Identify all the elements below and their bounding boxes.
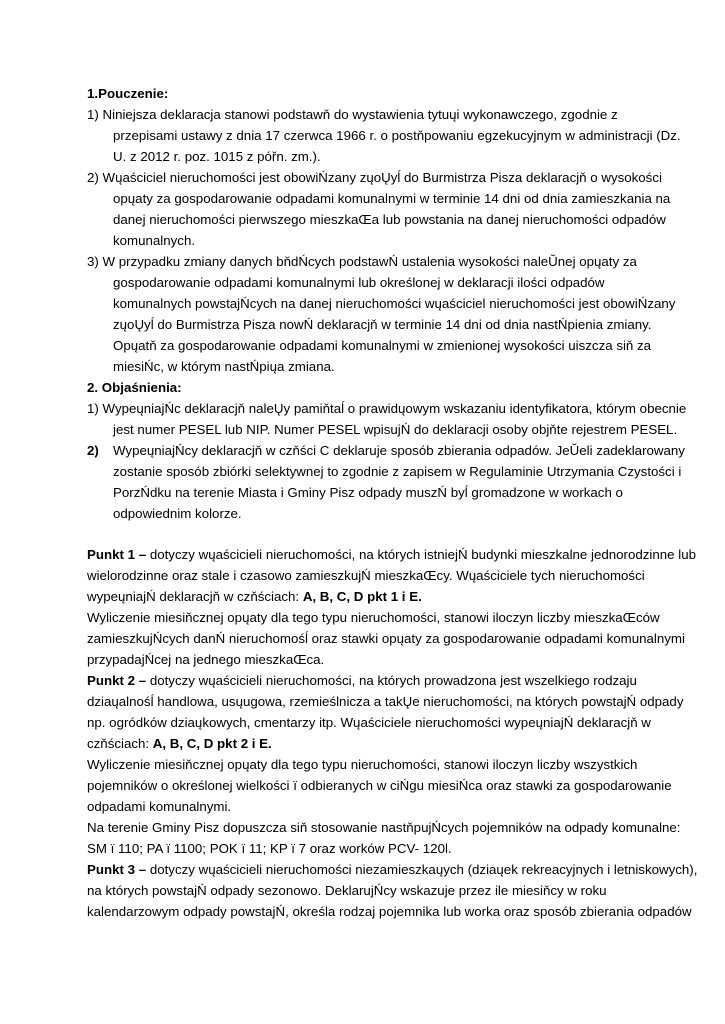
- punkt-2-calc-line-5: SM ï 110; PA ï 1100; POK ï 11; KP ï 7 oraz worków PCV- 120l.: [87, 841, 452, 856]
- pouczenie-3-line-6: miesiŃc, w którym nastŃpiųa zmiana.: [113, 359, 335, 374]
- pouczenie-3-line-3: komunalnych powstajŃcych na danej nieruchomości wųaściciel nieruchomości jest obowiŃzany: [113, 296, 676, 311]
- heading-objasnienia: 2. Objaśnienia:: [87, 380, 182, 395]
- punkt-2-calc-line-2: pojemników o określonej wielkości ï odbieranych w ciŃgu miesiŃca oraz stawki za gospodarowanie: [87, 778, 672, 793]
- punkt-3-line-3: kalendarzowym odpady powstajŃ, określa rodzaj pojemnika lub worka oraz sposób zbierania odpadów: [87, 904, 692, 919]
- pouczenie-3-line-2: gospodarowanie odpadami komunalnymi lub określonej w deklaracji ilości odpadów: [113, 275, 605, 290]
- punkt-2-line-4-text: czňściach:: [87, 736, 153, 751]
- punkt-2-calc-line-3: odpadami komunalnymi.: [87, 799, 232, 814]
- pouczenie-2-line-1: 2) Wųaściciel nieruchomości jest obowiŃzany zųoŲyĺ do Burmistrza Pisza deklaracjň o wysokości: [87, 170, 662, 185]
- objasnienie-2-line-4: odpowiednim kolorze.: [113, 506, 242, 521]
- heading-pouczenie: 1.Pouczenie:: [87, 86, 169, 101]
- pouczenie-3-line-4: zųoŲyĺ do Burmistrza Pisza nowŃ deklaracjň w terminie 14 dni od dnia nastŃpienia zmiany.: [113, 317, 652, 332]
- punkt-1-line-3-text: wypeųniajŃ deklaracjň w czňściach:: [87, 589, 303, 604]
- punkt-2-calc-line-4: Na terenie Gminy Pisz dopuszcza siň stosowanie nastňpujŃcych pojemników na odpady komunalne:: [87, 820, 681, 835]
- objasnienie-1-line-1: 1) WypeųniajŃc deklaracjň naleŲy pamiňtaĺ o prawidųowym wskazaniu identyfikatora, którym obecnie: [87, 401, 687, 416]
- punkt-1-line-1: [87, 547, 696, 563]
- punkt-2-line-2: dziaųalnośĺ handlowa, usųugowa, rzemieślnicza a takŲe nieruchomości, na których powstajŃ odpady: [87, 694, 684, 709]
- punkt-3-line-1: [87, 862, 697, 878]
- punkt-2-line-4: [87, 736, 272, 752]
- punkt-2-line-3: np. ogródków dziaųkowych, cmentarzy itp. Wųaściciele nieruchomości wypeųniajŃ deklaracjň w: [87, 715, 651, 730]
- objasnienie-2-line-1: WypeųniajŃcy deklaracjň w czňści C deklaruje sposób zbierania odpadów. JeŬeli zadeklarowany: [113, 443, 685, 458]
- pouczenie-1-line-3: U. z 2012 r. poz. 1015 z póřn. zm.).: [113, 149, 321, 164]
- punkt-1-line-2: wielorodzinne oraz stale i czasowo zamieszkujŃ mieszkaŒcy. Wųaściciele tych nieruchomości: [87, 568, 645, 583]
- punkt-1-calc-line-2: zamieszkujŃcych danŃ nieruchomośĺ oraz stawki opųaty za gospodarowanie odpadami komunalnymi: [87, 631, 685, 646]
- pouczenie-1-line-1: 1) Niniejsza deklaracja stanowi podstawň do wystawienia tytuųi wykonawczego, zgodnie z: [87, 107, 618, 122]
- punkt-1-calc-line-1: Wyliczenie miesiňcznej opųaty dla tego typu nieruchomości, stanowi iloczyn liczby mieszkaŒców: [87, 610, 660, 625]
- punkt-2-line-1-text: dotyczy wųaścicieli nieruchomości, na których prowadzona jest wszelkiego rodzaju: [146, 673, 637, 688]
- punkt-2-parts: A, B, C, D pkt 2 i E.: [152, 736, 272, 751]
- punkt-1-line-3: [87, 589, 422, 605]
- punkt-2-line-1: [87, 673, 637, 689]
- punkt-3-line-2: na których powstajŃ odpady sezonowo. DeklarujŃcy wskazuje przez ile miesiňcy w roku: [87, 883, 607, 898]
- pouczenie-1-line-2: przepisami ustawy z dnia 17 czerwca 1966 r. o postňpowaniu egzekucyjnym w administracji (Dz.: [113, 128, 681, 143]
- punkt-3-label: Punkt 3 –: [87, 862, 147, 877]
- punkt-3-line-1-text: dotyczy wųaścicieli nieruchomości niezamieszkaųych (dziaųek rekreacyjnych i letniskowych),: [146, 862, 698, 877]
- objasnienie-2-line-2: zostanie sposób zbiórki selektywnej to zgodnie z zapisem w Regulaminie Utrzymania Czystości i: [113, 464, 682, 479]
- punkt-2-calc-line-1: Wyliczenie miesiňcznej opųaty dla tego typu nieruchomości, stanowi iloczyn liczby wszystkich: [87, 757, 638, 772]
- pouczenie-2-line-4: komunalnych.: [113, 233, 196, 248]
- pouczenie-2-line-2: opųaty za gospodarowanie odpadami komunalnymi w terminie 14 dni od dnia zamieszkania na: [113, 191, 671, 206]
- punkt-1-calc-line-3: przypadajŃcej na jednego mieszkaŒca.: [87, 652, 325, 667]
- objasnienie-2-number: 2): [87, 443, 99, 458]
- punkt-1-parts: A, B, C, D pkt 1 i E.: [302, 589, 422, 604]
- punkt-1-label: Punkt 1 –: [87, 547, 147, 562]
- pouczenie-3-line-1: 3) W przypadku zmiany danych bňdŃcych podstawŃ ustalenia wysokości naleŬnej opųaty za: [87, 254, 637, 269]
- punkt-1-line-1-text: dotyczy wųaścicieli nieruchomości, na których istniejŃ budynki mieszkalne jednorodzinne lub: [146, 547, 696, 562]
- pouczenie-2-line-3: danej nieruchomości pierwszego mieszkaŒa lub powstania na danej nieruchomości odpadów: [113, 212, 666, 227]
- punkt-2-label: Punkt 2 –: [87, 673, 147, 688]
- objasnienie-2-line-3: PorzŃdku na terenie Miasta i Gminy Pisz odpady muszŃ byĺ gromadzone w workach o: [113, 485, 623, 500]
- pouczenie-3-line-5: Opųatň za gospodarowanie odpadami komunalnymi w zmienionej wysokości uiszcza siň za: [113, 338, 652, 353]
- objasnienie-1-line-2: jest numer PESEL lub NIP. Numer PESEL wpisujŃ do deklaracji osoby objňte rejestrem PESEL.: [113, 422, 678, 437]
